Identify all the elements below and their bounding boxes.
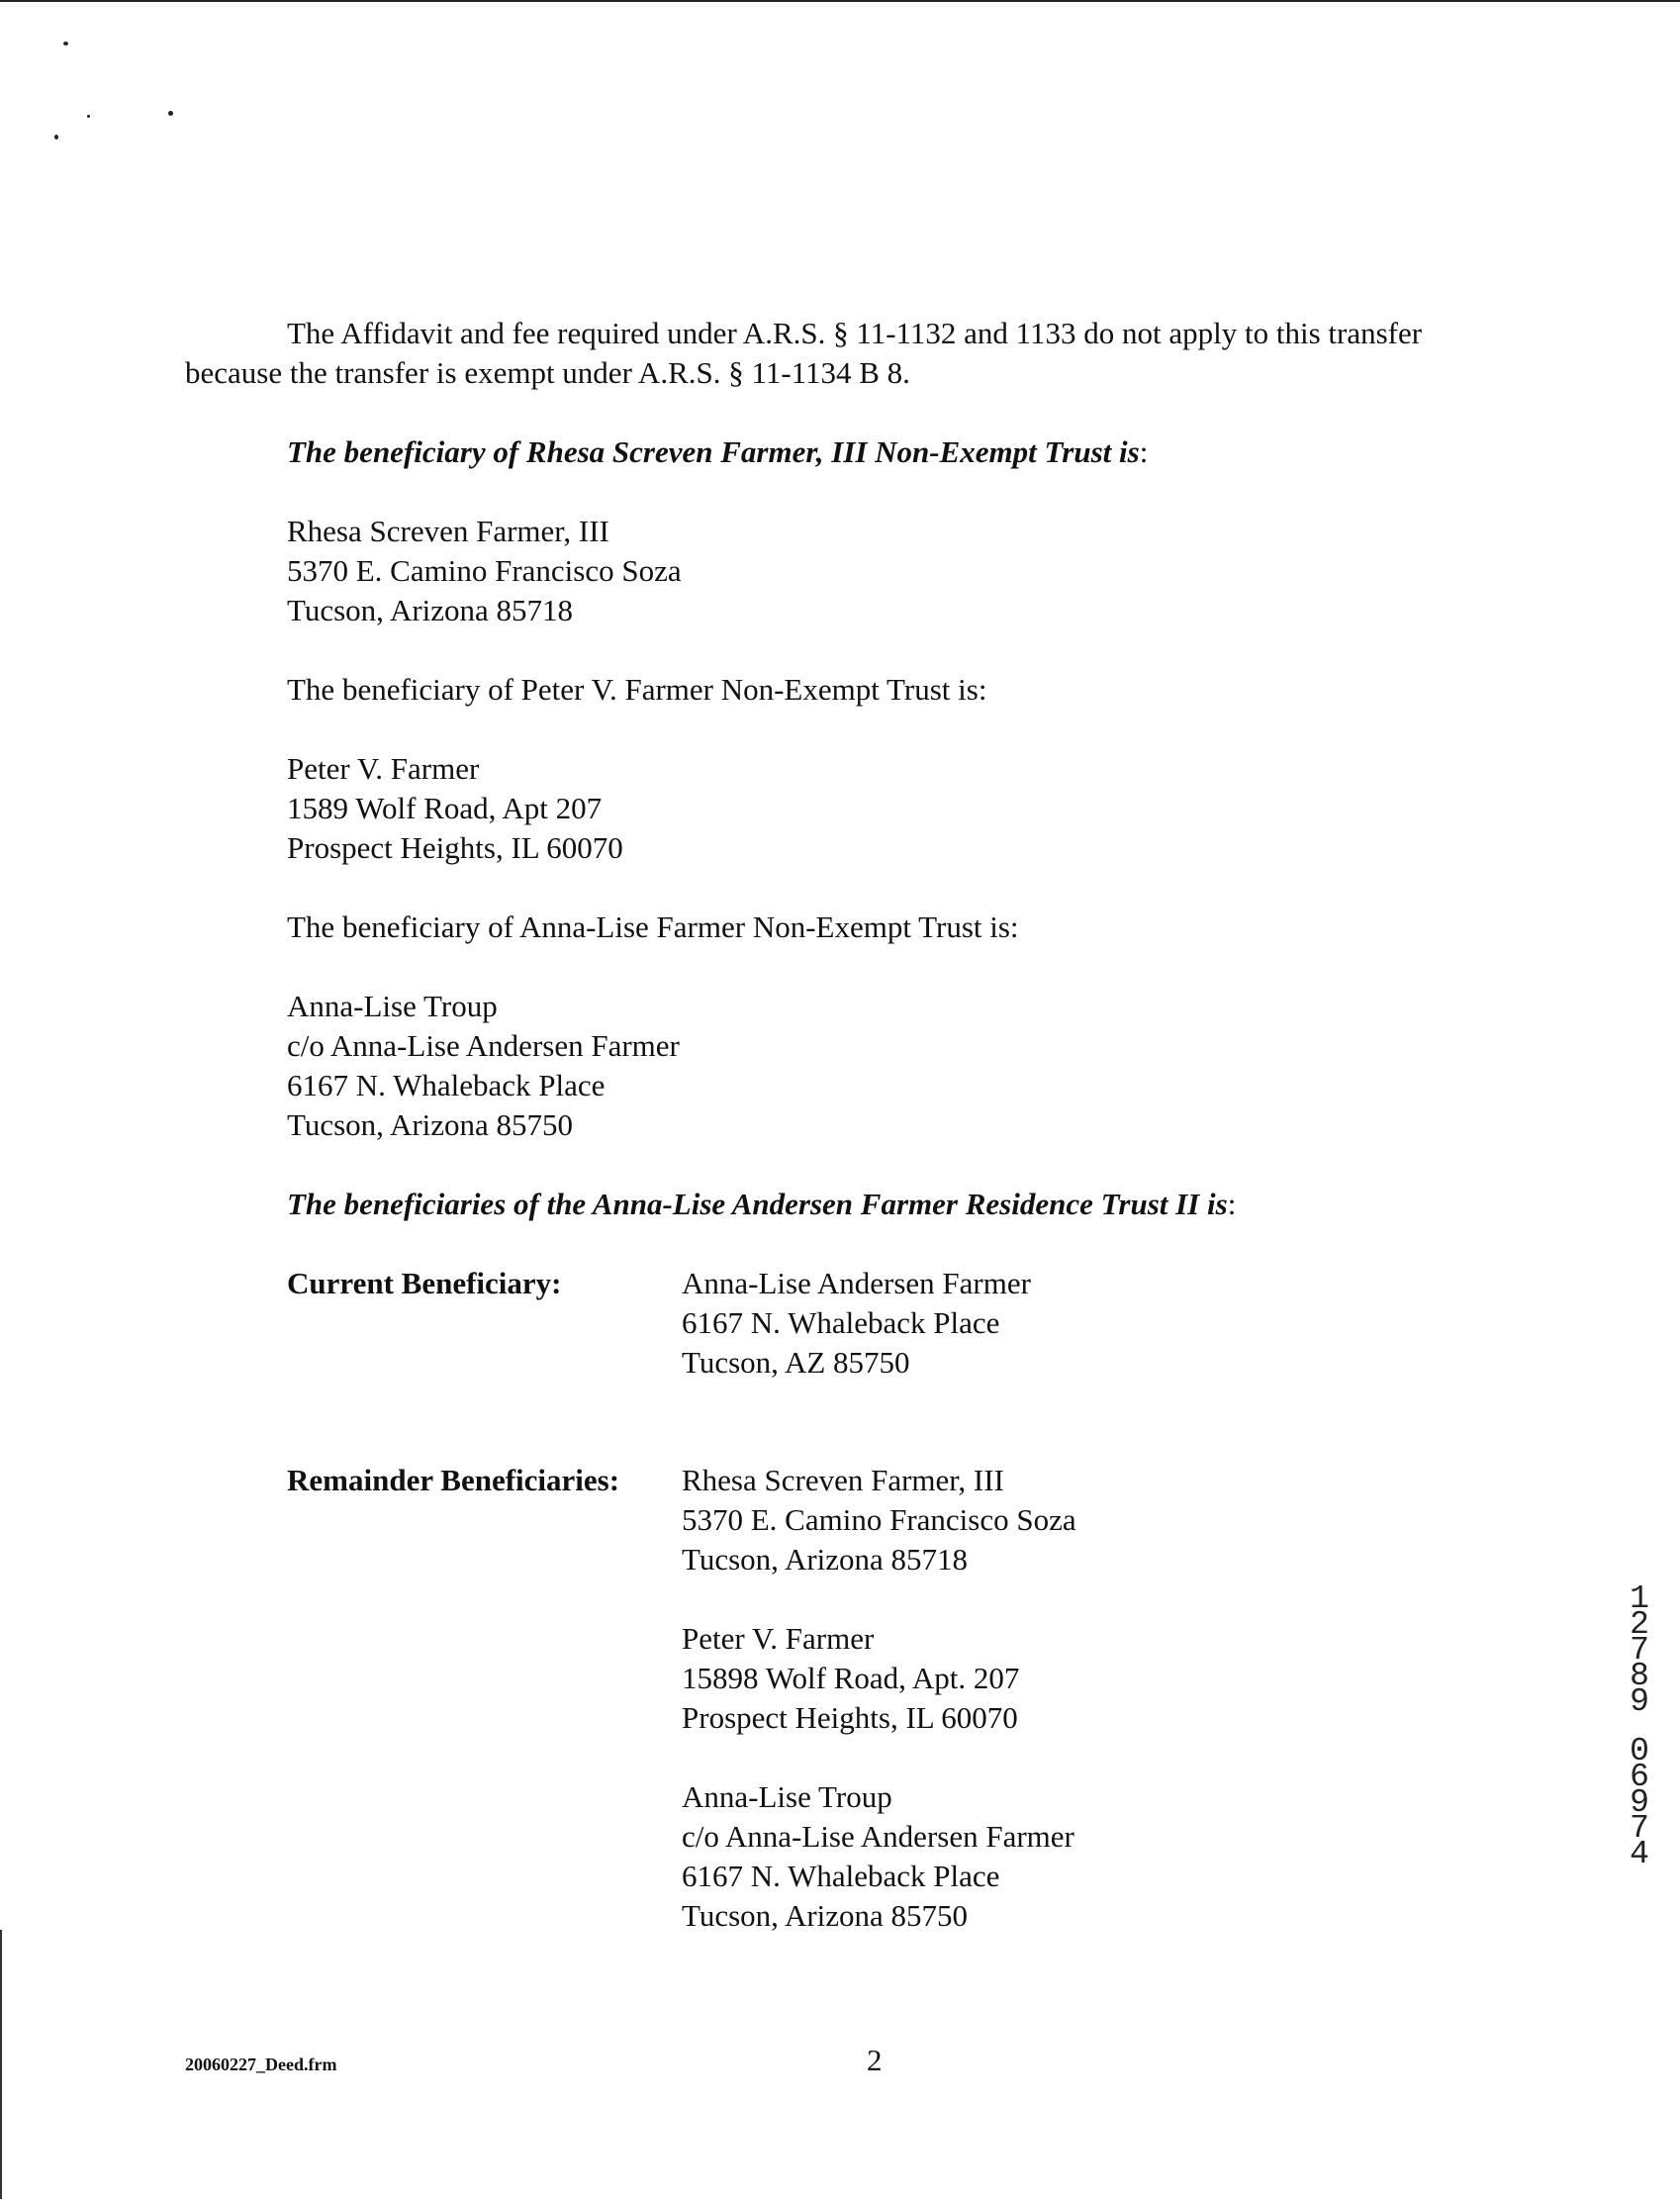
trust-3-address-line: Anna-Lise Troup (287, 989, 498, 1023)
scan-speck (54, 135, 58, 140)
stamp-digit: 6 (1630, 1759, 1649, 1795)
paragraph-line-2: because the transfer is exempt under A.R.S. § 11-1134 B 8. (185, 355, 910, 390)
stamp-digit: 7 (1630, 1810, 1649, 1847)
scan-edge-mark (0, 1930, 2, 2199)
footer-filename: 20060227_Deed.frm (185, 2055, 337, 2074)
remainder-beneficiary-1-line: Rhesa Screven Farmer, III (682, 1463, 1004, 1497)
scan-edge-line (0, 0, 1680, 2)
stamp-digit: 8 (1630, 1658, 1649, 1694)
remainder-beneficiary-3-line: Tucson, Arizona 85750 (682, 1898, 969, 1933)
trust-2-heading: The beneficiary of Peter V. Farmer Non-Exempt Trust is: (287, 672, 987, 707)
recording-stamp (1623, 1580, 1656, 1872)
paragraph-line-1: The Affidavit and fee required under A.R.S. § 11-1132 and 1133 do not apply to this transfer (287, 316, 1423, 350)
trust-1-address-line: 5370 E. Camino Francisco Soza (287, 553, 682, 588)
stamp-digit: 7 (1630, 1632, 1649, 1669)
remainder-beneficiary-2-line: 15898 Wolf Road, Apt. 207 (682, 1661, 1020, 1695)
stamp-digit: 9 (1630, 1683, 1649, 1720)
trust-2-address-line: Peter V. Farmer (287, 751, 480, 786)
trust-2-address-line: 1589 Wolf Road, Apt 207 (287, 791, 603, 825)
stamp-digit: 4 (1630, 1836, 1649, 1872)
scan-speck (87, 115, 90, 118)
trust-3-address-line: c/o Anna-Lise Andersen Farmer (287, 1028, 680, 1063)
stamp-digit: 0 (1630, 1733, 1649, 1769)
remainder-beneficiary-1-line: Tucson, Arizona 85718 (682, 1542, 969, 1577)
current-beneficiary-label: Current Beneficiary: (287, 1266, 562, 1300)
trust-3-address-line: Tucson, Arizona 85750 (287, 1107, 574, 1142)
current-beneficiary-line: 6167 N. Whaleback Place (682, 1305, 1000, 1340)
remainder-beneficiary-1-line: 5370 E. Camino Francisco Soza (682, 1502, 1076, 1537)
trust-3-heading: The beneficiary of Anna-Lise Farmer Non-Exempt Trust is: (287, 909, 1019, 944)
scan-speck (63, 42, 68, 46)
current-beneficiary-line: Anna-Lise Andersen Farmer (682, 1266, 1031, 1300)
remainder-beneficiary-3-line: 6167 N. Whaleback Place (682, 1859, 1000, 1893)
trust-2-address-line: Prospect Heights, IL 60070 (287, 830, 623, 865)
remainder-beneficiary-3-line: Anna-Lise Troup (682, 1779, 892, 1814)
remainder-beneficiary-3-line: c/o Anna-Lise Andersen Farmer (682, 1819, 1074, 1854)
trust-1-address-line: Rhesa Screven Farmer, III (287, 514, 609, 548)
trust-1-address-line: Tucson, Arizona 85718 (287, 593, 574, 627)
residence-trust-heading: The beneficiaries of the Anna-Lise Andersen Farmer Residence Trust II is: (287, 1187, 1237, 1221)
remainder-beneficiaries-label: Remainder Beneficiaries: (287, 1463, 620, 1497)
scan-speck (168, 111, 173, 116)
current-beneficiary-line: Tucson, AZ 85750 (682, 1345, 910, 1380)
remainder-beneficiary-2-line: Peter V. Farmer (682, 1621, 875, 1656)
stamp-digit: 9 (1630, 1784, 1649, 1821)
remainder-beneficiary-2-line: Prospect Heights, IL 60070 (682, 1700, 1018, 1735)
stamp-digit: 2 (1630, 1606, 1649, 1643)
stamp-digit: 1 (1630, 1580, 1649, 1617)
trust-1-heading: The beneficiary of Rhesa Screven Farmer, III Non-Exempt Trust is: (287, 434, 1149, 469)
trust-3-address-line: 6167 N. Whaleback Place (287, 1068, 606, 1102)
page-number: 2 (867, 2043, 883, 2077)
